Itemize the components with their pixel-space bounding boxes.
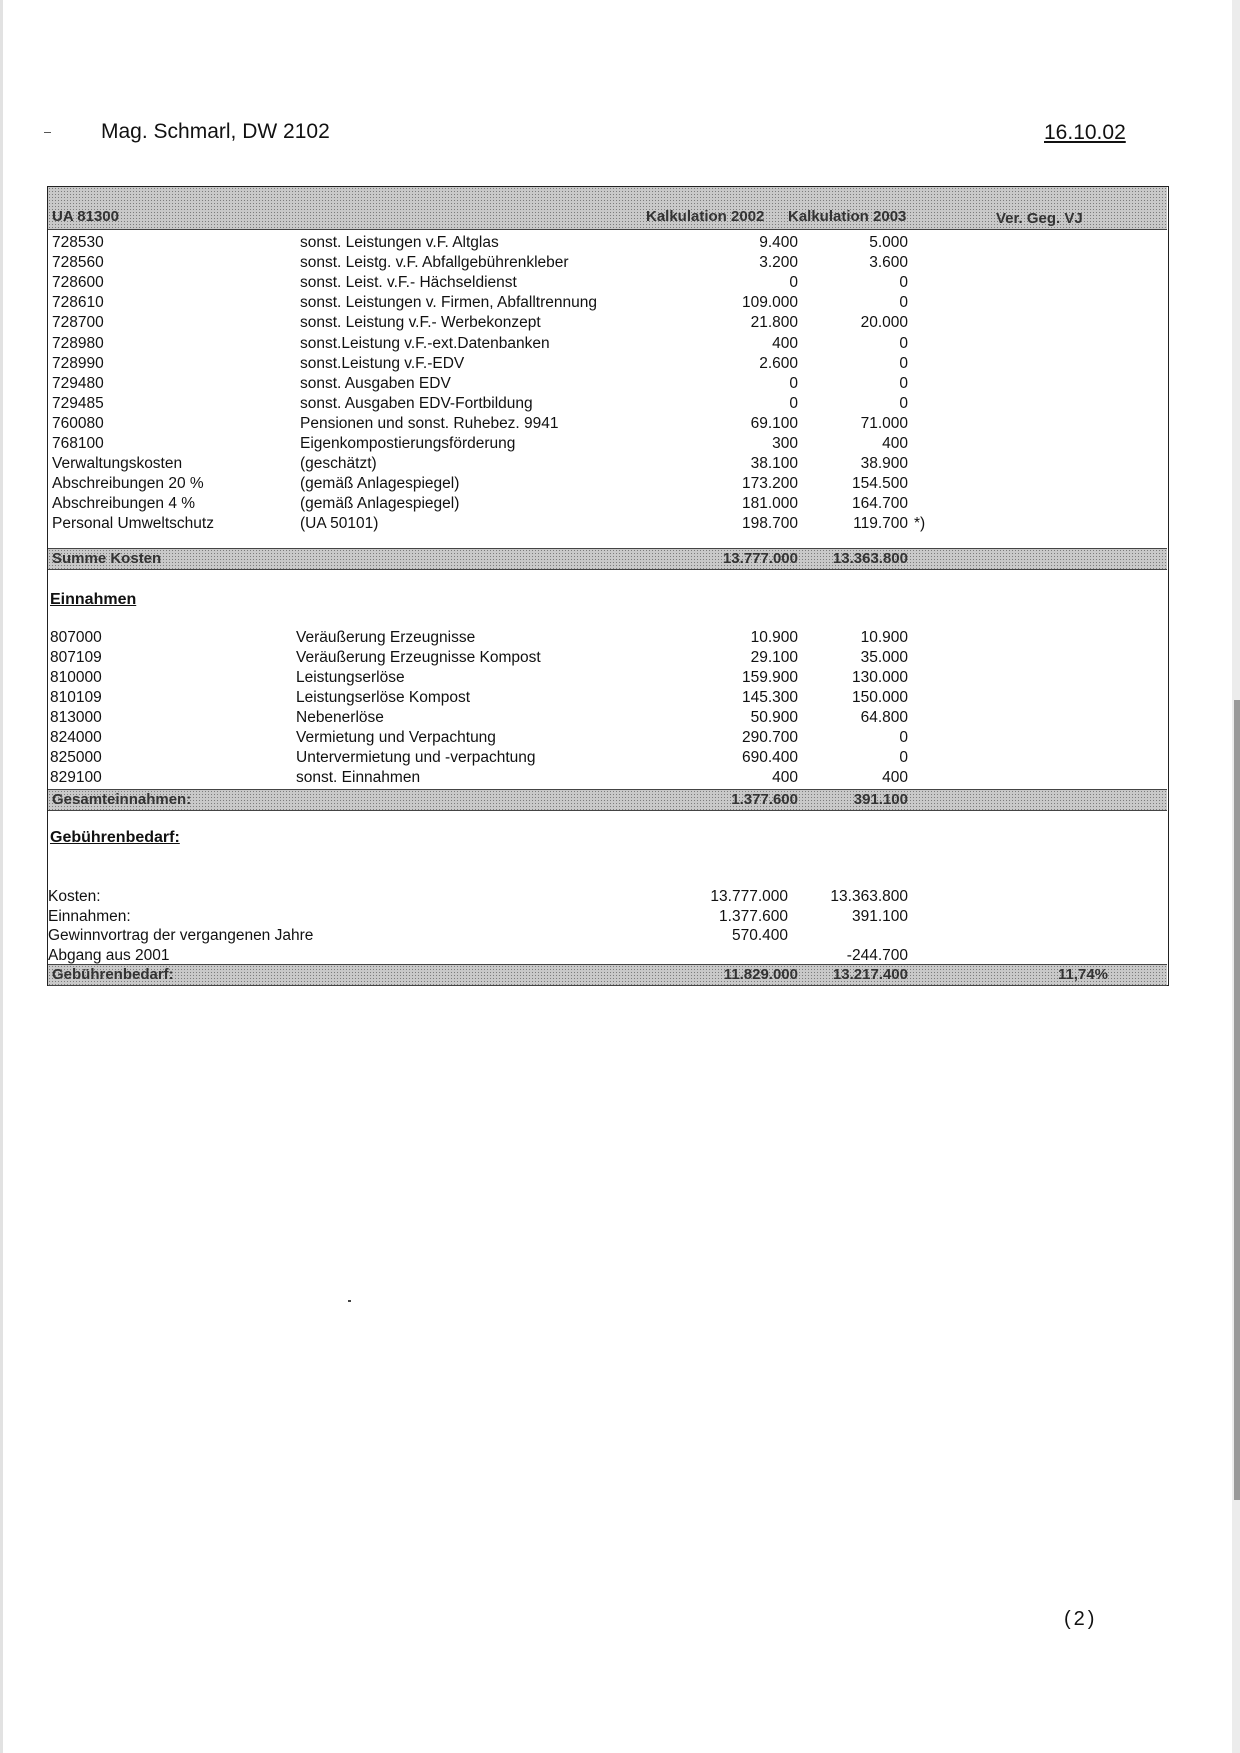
value-2003: 400 [882,435,908,452]
account-code: 810000 [50,669,102,686]
account-code: 829100 [50,769,102,786]
table-row [48,668,1167,688]
fee-label: Einnahmen: [48,907,131,925]
account-description: Veräußerung Erzeugnisse [296,629,476,646]
costs-total-2002: 13.777.000 [722,550,798,567]
table-row [48,253,1167,273]
col-header-2002: Kalkulation 2002 [646,208,765,225]
account-description: (gemäß Anlagespiegel) [300,495,460,513]
account-code: 729485 [52,394,104,412]
value-2002: 290.700 [741,729,798,746]
fee-title: Gebührenbedarf: [50,829,180,846]
account-code: 728600 [52,274,104,292]
account-description: Leistungserlöse Kompost [296,689,471,706]
account-code: 813000 [50,709,102,726]
value-2002: 145.300 [741,689,798,706]
table-row [48,394,1167,414]
value-2002: 570.400 [731,927,788,944]
account-code: 728980 [52,334,104,352]
value-2002: 690.400 [741,749,798,766]
value-2003: 0 [899,274,908,292]
value-2003: 164.700 [851,495,908,513]
table-row [48,474,1167,494]
account-code: 728700 [52,314,104,332]
account-description: Untervermietung und -verpachtung [296,749,536,766]
table-row [48,514,1167,534]
account-description: Veräußerung Erzeugnisse Kompost [296,649,541,666]
value-2002: 29.100 [750,649,798,666]
value-2003: 20.000 [860,314,908,332]
value-2002: 159.900 [741,669,798,686]
account-code: Abschreibungen 20 % [52,475,204,493]
value-2003: 119.700 [853,515,908,533]
value-2002: 0 [789,394,798,412]
account-description: Pensionen und sonst. Ruhebez. 9941 [300,414,559,432]
value-2003: 71.000 [860,414,908,432]
table-row [48,313,1167,333]
account-description: sonst. Leistg. v.F. Abfallgebührenkleber [300,254,569,272]
value-2002: 400 [772,769,798,786]
account-code: 807109 [50,649,102,666]
value-2002: 13.777.000 [710,888,788,905]
scan-speck [348,1300,351,1302]
value-2003: 0 [899,374,908,392]
value-2003: 3.600 [869,254,908,272]
account-description: Vermietung und Verpachtung [296,729,496,746]
account-code: 824000 [50,729,102,746]
account-description: Eigenkompostierungsförderung [300,435,516,452]
account-code: Verwaltungskosten [52,455,183,473]
value-2003: 64.800 [860,709,908,726]
value-2003: 35.000 [860,649,908,666]
account-code: Abschreibungen 4 % [52,495,196,513]
value-2003: -244.700 [846,946,908,964]
value-2002: 109.000 [741,294,798,312]
table-row [48,748,1167,768]
value-2003: 391.100 [851,907,908,925]
value-2003: 10.900 [860,629,908,646]
account-description: Leistungserlöse [296,669,405,686]
value-2002: 9.400 [759,234,798,251]
income-total-2002: 1.377.600 [731,791,798,808]
account-description: (geschätzt) [300,455,377,473]
account-description: (UA 50101) [300,515,379,533]
account-description: sonst. Ausgaben EDV-Fortbildung [300,394,533,412]
table-row [48,728,1167,748]
account-description: sonst.Leistung v.F.-EDV [300,354,465,372]
value-2003: 0 [899,334,908,352]
table-row [48,273,1167,293]
fee-label: Gewinnvortrag der vergangenen Jahre [48,927,314,944]
account-code: Personal Umweltschutz [52,515,214,533]
value-2003: 0 [899,749,908,766]
fee-total-label: Gebührenbedarf: [52,966,174,983]
account-code: 728610 [52,294,104,312]
account-code: 760080 [52,414,104,432]
value-2002: 1.377.600 [719,907,788,925]
costs-total-band [48,548,1167,570]
value-2002: 181.000 [741,495,798,513]
table-row [48,688,1167,708]
col-header-2003: Kalkulation 2003 [788,208,907,225]
account-description: (gemäß Anlagespiegel) [300,475,460,493]
account-description: sonst. Leistungen v. Firmen, Abfalltrennung [300,294,597,312]
table-row [48,648,1167,668]
fee-total-2002: 11.829.000 [723,966,798,983]
table-row [48,768,1167,788]
account-code: 728530 [52,234,104,251]
value-2003: 13.363.800 [830,888,908,905]
account-description: sonst. Einnahmen [296,769,421,786]
account-description: sonst. Leistung v.F.- Werbekonzept [300,314,541,332]
table-row [48,293,1167,313]
margin-dash [44,132,51,133]
value-2003: 154.500 [851,475,908,493]
income-total-band [48,789,1167,811]
table-row [48,334,1167,354]
value-2002: 198.700 [741,515,798,533]
income-title: Einnahmen [50,591,137,608]
value-2002: 0 [789,374,798,392]
table-row [48,354,1167,374]
account-code: 810109 [50,689,102,706]
fee-label: Kosten: [48,888,101,905]
table-row [48,946,1167,966]
table-row [48,434,1167,454]
table-row [48,494,1167,514]
account-code: 768100 [52,435,104,452]
table-row [48,708,1167,728]
value-2002: 3.200 [759,254,798,272]
unit-label: UA 81300 [52,208,119,225]
scan-edge-left [0,0,3,1753]
footnote-marker: *) [914,515,926,533]
value-2003: 0 [899,394,908,412]
account-code: 825000 [50,749,102,766]
page-number: (2) [1064,1608,1098,1630]
value-2002: 21.800 [750,314,798,332]
table-header-band [48,187,1167,230]
value-2003: 400 [882,769,908,786]
value-2002: 400 [772,334,798,352]
account-code: 807000 [50,629,102,646]
account-description: sonst.Leistung v.F.-ext.Datenbanken [300,334,550,352]
scan-edge-right-shadow [1234,700,1240,1500]
value-2003: 0 [899,294,908,312]
calculation-table [47,186,1169,986]
value-2003: 130.000 [851,669,908,686]
value-2003: 0 [899,354,908,372]
value-2002: 0 [789,274,798,292]
account-description: Nebenerlöse [296,709,384,726]
value-2002: 173.200 [741,475,798,493]
account-code: 728560 [52,254,104,272]
value-2003: 150.000 [851,689,908,706]
table-row [48,414,1167,434]
account-code: 729480 [52,374,104,392]
account-description: sonst. Leistungen v.F. Altglas [300,234,499,251]
costs-total-2003: 13.363.800 [832,550,908,567]
value-2003: 0 [899,729,908,746]
table-row [48,628,1167,648]
costs-total-label: Summe Kosten [52,550,162,567]
value-2002: 38.100 [750,455,798,473]
table-row [48,926,1167,946]
value-2002: 2.600 [759,354,798,372]
income-total-2003: 391.100 [853,791,908,808]
income-total-label: Gesamteinnahmen: [52,791,192,808]
value-2003: 38.900 [860,455,908,473]
value-2002: 50.900 [750,709,798,726]
col-header-vj: Ver. Geg. VJ [996,210,1083,227]
account-code: 728990 [52,354,104,372]
fee-label: Abgang aus 2001 [48,946,170,964]
value-2002: 69.100 [750,414,798,432]
table-row [48,454,1167,474]
value-2002: 300 [772,435,798,452]
fee-total-vj: 11,74% [1057,966,1108,983]
document-date: 16.10.02 [1044,121,1126,144]
fee-total-2003: 13.217.400 [832,966,908,983]
table-row [48,233,1167,253]
table-row [48,887,1167,907]
account-description: sonst. Ausgaben EDV [300,374,451,392]
table-row [48,374,1167,394]
fee-total-band [48,964,1167,986]
value-2003: 5.000 [869,234,908,251]
author-line: Mag. Schmarl, DW 2102 [101,120,330,143]
value-2002: 10.900 [750,629,798,646]
account-description: sonst. Leist. v.F.- Hächseldienst [300,274,517,292]
table-row [48,907,1167,927]
